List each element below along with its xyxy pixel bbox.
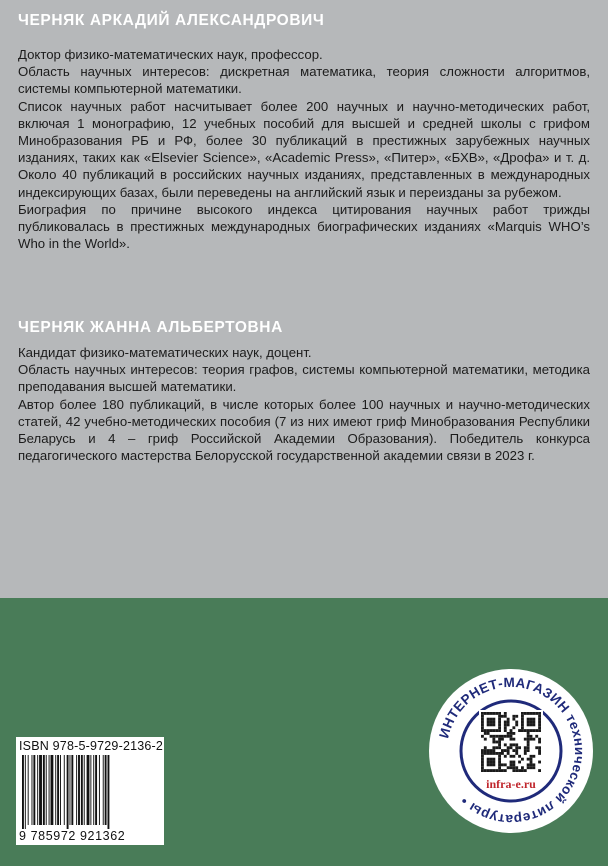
qr-module bbox=[538, 761, 541, 764]
qr-module bbox=[492, 718, 495, 721]
qr-module bbox=[510, 746, 513, 749]
barcode-bar bbox=[67, 755, 69, 829]
qr-module bbox=[495, 741, 498, 744]
qr-module bbox=[490, 721, 493, 724]
qr-module bbox=[490, 769, 493, 772]
qr-module bbox=[492, 721, 495, 724]
qr-module bbox=[481, 752, 484, 755]
qr-module bbox=[538, 712, 541, 715]
qr-module bbox=[487, 723, 490, 726]
qr-module bbox=[501, 735, 504, 738]
barcode-bar bbox=[70, 755, 71, 825]
qr-module bbox=[490, 729, 493, 732]
qr-module bbox=[512, 761, 515, 764]
qr-module bbox=[504, 715, 507, 718]
barcode-bar bbox=[55, 755, 56, 825]
qr-module bbox=[481, 749, 484, 752]
author-1-degree: Доктор физико-математических наук, профессор. bbox=[18, 47, 323, 62]
qr-module bbox=[484, 752, 487, 755]
qr-module bbox=[492, 758, 495, 761]
qr-module bbox=[507, 723, 510, 726]
qr-module bbox=[510, 761, 513, 764]
qr-module bbox=[538, 723, 541, 726]
qr-module bbox=[524, 712, 527, 715]
qr-module bbox=[521, 712, 524, 715]
qr-module bbox=[487, 761, 490, 764]
qr-module bbox=[510, 763, 513, 766]
qr-module bbox=[527, 766, 530, 769]
author-1-biography: Биография по причине высокого индекса цитирования научных работ трижды публиковалась в престижных международных биографических изданиях «Marquis WHO’s Who in the World». bbox=[18, 201, 590, 252]
qr-module bbox=[507, 721, 510, 724]
barcode-bar bbox=[95, 755, 97, 825]
qr-module bbox=[538, 721, 541, 724]
qr-module bbox=[492, 741, 495, 744]
qr-module bbox=[507, 718, 510, 721]
qr-module bbox=[535, 746, 538, 749]
qr-module bbox=[498, 726, 501, 729]
qr-module bbox=[530, 755, 533, 758]
qr-module bbox=[490, 749, 493, 752]
qr-module bbox=[495, 712, 498, 715]
qr-module bbox=[481, 758, 484, 761]
qr-module bbox=[538, 749, 541, 752]
qr-module bbox=[504, 735, 507, 738]
author-2-publications: Автор более 180 публикаций, в числе которых более 100 научных и научно-методических статей, 42 учебно-методических пособия (7 из них имеют гриф Минобразования Республики Беларусь и 4 – гриф Российской Академии Образования). Победитель конкурса педагогического мастерства Белорусской государственной академии связи в 2023 г. bbox=[18, 396, 590, 464]
qr-module bbox=[507, 746, 510, 749]
qr-module bbox=[530, 763, 533, 766]
barcode-bar bbox=[93, 755, 94, 825]
qr-module bbox=[504, 749, 507, 752]
qr-module bbox=[487, 721, 490, 724]
author-1-name: ЧЕРНЯК АРКАДИЙ АЛЕКСАНДРОВИЧ bbox=[18, 12, 325, 29]
author-2-name: ЧЕРНЯК ЖАННА АЛЬБЕРТОВНА bbox=[18, 319, 283, 336]
qr-module bbox=[498, 758, 501, 761]
qr-module bbox=[527, 746, 530, 749]
qr-module bbox=[510, 738, 513, 741]
barcode-bar bbox=[64, 755, 65, 825]
qr-module bbox=[498, 766, 501, 769]
barcode-bar bbox=[87, 755, 90, 825]
qr-module bbox=[481, 712, 484, 715]
qr-module bbox=[512, 769, 515, 772]
qr-module bbox=[512, 715, 515, 718]
barcode-bar bbox=[43, 755, 45, 825]
barcode-bar bbox=[99, 755, 100, 825]
qr-module bbox=[535, 729, 538, 732]
barcode-bar bbox=[51, 755, 54, 825]
qr-module bbox=[532, 721, 535, 724]
qr-module bbox=[515, 752, 518, 755]
qr-module bbox=[521, 729, 524, 732]
barcode-bar bbox=[81, 755, 83, 825]
barcode-bar bbox=[33, 755, 35, 825]
qr-module bbox=[521, 758, 524, 761]
qr-module bbox=[492, 752, 495, 755]
qr-module bbox=[512, 718, 515, 721]
barcode-bar bbox=[108, 755, 110, 829]
qr-module bbox=[521, 715, 524, 718]
qr-module bbox=[515, 723, 518, 726]
qr-module bbox=[521, 766, 524, 769]
qr-module bbox=[521, 723, 524, 726]
qr-module bbox=[524, 738, 527, 741]
qr-module bbox=[492, 738, 495, 741]
qr-module bbox=[527, 743, 530, 746]
qr-module bbox=[530, 721, 533, 724]
qr-module bbox=[498, 746, 501, 749]
qr-module bbox=[530, 723, 533, 726]
qr-module bbox=[501, 769, 504, 772]
qr-module bbox=[498, 718, 501, 721]
qr-module bbox=[538, 726, 541, 729]
qr-module bbox=[512, 726, 515, 729]
qr-module bbox=[512, 732, 515, 735]
qr-module bbox=[487, 718, 490, 721]
barcode-bar bbox=[28, 755, 29, 825]
qr-module bbox=[530, 712, 533, 715]
qr-module bbox=[512, 738, 515, 741]
qr-module bbox=[538, 752, 541, 755]
qr-module bbox=[538, 741, 541, 744]
author-2-bio bbox=[18, 344, 590, 464]
qr-module bbox=[530, 735, 533, 738]
qr-module bbox=[507, 735, 510, 738]
qr-module bbox=[515, 769, 518, 772]
barcode-bar bbox=[71, 755, 73, 825]
qr-module bbox=[487, 732, 490, 735]
barcode-bar bbox=[32, 755, 33, 825]
qr-module bbox=[501, 752, 504, 755]
qr-module bbox=[487, 758, 490, 761]
barcode-bar bbox=[84, 755, 85, 825]
qr-module bbox=[492, 763, 495, 766]
qr-module bbox=[527, 721, 530, 724]
qr-module bbox=[532, 729, 535, 732]
qr-module bbox=[527, 749, 530, 752]
barcode-bar bbox=[103, 755, 104, 825]
barcode-bar bbox=[46, 755, 47, 825]
qr-module bbox=[510, 735, 513, 738]
qr-module bbox=[507, 766, 510, 769]
qr-module bbox=[487, 712, 490, 715]
qr-module bbox=[498, 735, 501, 738]
barcode-bar bbox=[37, 755, 38, 825]
qr-module bbox=[490, 735, 493, 738]
barcode-bar bbox=[76, 755, 77, 825]
qr-module bbox=[490, 718, 493, 721]
qr-module bbox=[527, 723, 530, 726]
infra-stamp bbox=[428, 668, 594, 834]
qr-module bbox=[487, 729, 490, 732]
qr-module bbox=[484, 769, 487, 772]
qr-module bbox=[524, 752, 527, 755]
qr-module bbox=[504, 769, 507, 772]
qr-module bbox=[484, 732, 487, 735]
qr-module bbox=[501, 738, 504, 741]
qr-module bbox=[504, 723, 507, 726]
qr-module bbox=[487, 752, 490, 755]
qr-module bbox=[527, 738, 530, 741]
qr-module bbox=[515, 721, 518, 724]
qr-module bbox=[501, 715, 504, 718]
qr-module bbox=[518, 761, 521, 764]
author-2-degree: Кандидат физико-математических наук, доцент. bbox=[18, 345, 312, 360]
qr-module bbox=[487, 749, 490, 752]
qr-module bbox=[527, 741, 530, 744]
qr-module bbox=[492, 749, 495, 752]
qr-module bbox=[532, 766, 535, 769]
qr-module bbox=[498, 715, 501, 718]
qr-module bbox=[492, 729, 495, 732]
qr-module bbox=[490, 723, 493, 726]
qr-module bbox=[492, 746, 495, 749]
qr-module bbox=[527, 712, 530, 715]
qr-module bbox=[521, 718, 524, 721]
qr-module bbox=[481, 766, 484, 769]
qr-module bbox=[481, 723, 484, 726]
qr-module bbox=[521, 769, 524, 772]
qr-module bbox=[498, 752, 501, 755]
author-2-interests: Область научных интересов: теория графов, системы компьютерной математики, методика преподавания высшей математики. bbox=[18, 362, 590, 395]
qr-module bbox=[530, 761, 533, 764]
qr-module bbox=[490, 712, 493, 715]
qr-module bbox=[512, 766, 515, 769]
qr-module bbox=[481, 729, 484, 732]
stamp-site: infra-e.ru bbox=[486, 777, 536, 791]
qr-module bbox=[495, 735, 498, 738]
qr-module bbox=[532, 723, 535, 726]
qr-module bbox=[481, 769, 484, 772]
qr-module bbox=[504, 729, 507, 732]
qr-module bbox=[501, 749, 504, 752]
qr-module bbox=[510, 755, 513, 758]
qr-module bbox=[515, 766, 518, 769]
qr-module bbox=[527, 763, 530, 766]
qr-module bbox=[524, 729, 527, 732]
qr-module bbox=[515, 746, 518, 749]
qr-module bbox=[507, 749, 510, 752]
barcode-bar bbox=[49, 755, 50, 825]
qr-module bbox=[524, 769, 527, 772]
qr-module bbox=[535, 735, 538, 738]
qr-module bbox=[530, 738, 533, 741]
qr-module bbox=[538, 769, 541, 772]
qr-module bbox=[538, 729, 541, 732]
qr-module bbox=[512, 755, 515, 758]
author-1-publications: Список научных работ насчитывает более 200 научных и научно-методических работ, включая 1 монографию, 12 учебных пособий для высшей и средней школы с грифом Минобразования РБ и РФ, более 30 публикаций в престижных зарубежных научных изданиях, таких как «Elsevier Science», «Academic Press», «Питер», «БХВ», «Дрофа» и т. д. Около 40 публикаций в российских научных изданиях, представленных в международных индексирующих базах, были переведены на английский язык и переизданы за рубежом. bbox=[18, 98, 590, 200]
qr-module bbox=[527, 718, 530, 721]
qr-module bbox=[481, 721, 484, 724]
qr-module bbox=[498, 763, 501, 766]
qr-module bbox=[492, 761, 495, 764]
qr-module bbox=[532, 712, 535, 715]
qr-module bbox=[515, 749, 518, 752]
qr-module bbox=[481, 715, 484, 718]
qr-module bbox=[512, 743, 515, 746]
qr-module bbox=[490, 763, 493, 766]
qr-module bbox=[490, 761, 493, 764]
qr-module bbox=[530, 758, 533, 761]
qr-module bbox=[481, 726, 484, 729]
qr-module bbox=[481, 763, 484, 766]
qr-module bbox=[504, 743, 507, 746]
qr-module bbox=[490, 752, 493, 755]
qr-module bbox=[487, 769, 490, 772]
qr-module bbox=[510, 729, 513, 732]
qr-module bbox=[527, 735, 530, 738]
qr-module bbox=[504, 721, 507, 724]
barcode-digits: 9 785972 921362 bbox=[19, 829, 126, 843]
qr-module bbox=[512, 763, 515, 766]
qr-module bbox=[532, 763, 535, 766]
qr-module bbox=[498, 721, 501, 724]
qr-module bbox=[495, 769, 498, 772]
qr-module bbox=[530, 766, 533, 769]
qr-module bbox=[518, 746, 521, 749]
qr-module bbox=[484, 749, 487, 752]
qr-module bbox=[498, 769, 501, 772]
qr-module bbox=[527, 758, 530, 761]
barcode-bar bbox=[57, 755, 59, 825]
qr-module bbox=[504, 726, 507, 729]
qr-module bbox=[521, 726, 524, 729]
barcode-bar bbox=[60, 755, 61, 825]
qr-module bbox=[504, 755, 507, 758]
qr-module bbox=[538, 715, 541, 718]
qr-module bbox=[538, 738, 541, 741]
qr-module bbox=[512, 749, 515, 752]
qr-module bbox=[495, 752, 498, 755]
barcode-bar bbox=[39, 755, 42, 825]
qr-module bbox=[498, 712, 501, 715]
qr-module bbox=[498, 738, 501, 741]
barcode-bar bbox=[90, 755, 91, 825]
qr-module bbox=[498, 755, 501, 758]
qr-module bbox=[535, 712, 538, 715]
qr-module bbox=[504, 763, 507, 766]
qr-module bbox=[498, 729, 501, 732]
qr-module bbox=[481, 755, 484, 758]
qr-module bbox=[532, 738, 535, 741]
stamp-ring-text: ИНТЕРНЕТ-МАГАЗИН технической литературы • bbox=[436, 674, 588, 828]
barcode-bar bbox=[22, 755, 24, 829]
qr-module bbox=[492, 735, 495, 738]
qr-module bbox=[524, 749, 527, 752]
barcode-icon bbox=[20, 755, 160, 829]
qr-module bbox=[501, 763, 504, 766]
qr-module bbox=[507, 732, 510, 735]
barcode-bar bbox=[105, 755, 107, 825]
qr-module bbox=[498, 743, 501, 746]
qr-module bbox=[481, 761, 484, 764]
qr-module bbox=[510, 766, 513, 769]
qr-module bbox=[515, 743, 518, 746]
isbn-barcode-block bbox=[16, 737, 164, 845]
author-1-interests: Область научных интересов: дискретная математика, теория сложности алгоритмов, системы компьютерной математики. bbox=[18, 64, 590, 97]
qr-module bbox=[510, 743, 513, 746]
author-1-bio bbox=[18, 46, 590, 252]
qr-module bbox=[530, 729, 533, 732]
qr-module bbox=[527, 729, 530, 732]
qr-module bbox=[527, 732, 530, 735]
qr-module bbox=[532, 718, 535, 721]
qr-module bbox=[532, 755, 535, 758]
barcode-bar bbox=[25, 755, 26, 829]
qr-module bbox=[510, 732, 513, 735]
qr-module bbox=[484, 729, 487, 732]
qr-module bbox=[481, 718, 484, 721]
qr-module bbox=[492, 769, 495, 772]
qr-module bbox=[518, 729, 521, 732]
barcode-bar bbox=[78, 755, 80, 825]
qr-module bbox=[492, 712, 495, 715]
qr-module bbox=[487, 763, 490, 766]
qr-module bbox=[538, 718, 541, 721]
qr-module bbox=[530, 718, 533, 721]
qr-module bbox=[495, 729, 498, 732]
qr-module bbox=[538, 746, 541, 749]
qr-module bbox=[484, 738, 487, 741]
qr-module bbox=[504, 712, 507, 715]
qr-code-icon bbox=[479, 710, 543, 774]
qr-module bbox=[484, 746, 487, 749]
qr-module bbox=[495, 746, 498, 749]
isbn-label: ISBN 978-5-9729-2136-2 bbox=[19, 739, 164, 753]
qr-module bbox=[498, 723, 501, 726]
qr-module bbox=[481, 735, 484, 738]
qr-module bbox=[492, 723, 495, 726]
qr-module bbox=[521, 721, 524, 724]
qr-module bbox=[518, 769, 521, 772]
qr-module bbox=[524, 746, 527, 749]
qr-module bbox=[518, 755, 521, 758]
qr-module bbox=[498, 741, 501, 744]
qr-module bbox=[515, 715, 518, 718]
qr-module bbox=[507, 752, 510, 755]
qr-module bbox=[490, 758, 493, 761]
qr-module bbox=[484, 712, 487, 715]
qr-module bbox=[498, 761, 501, 764]
